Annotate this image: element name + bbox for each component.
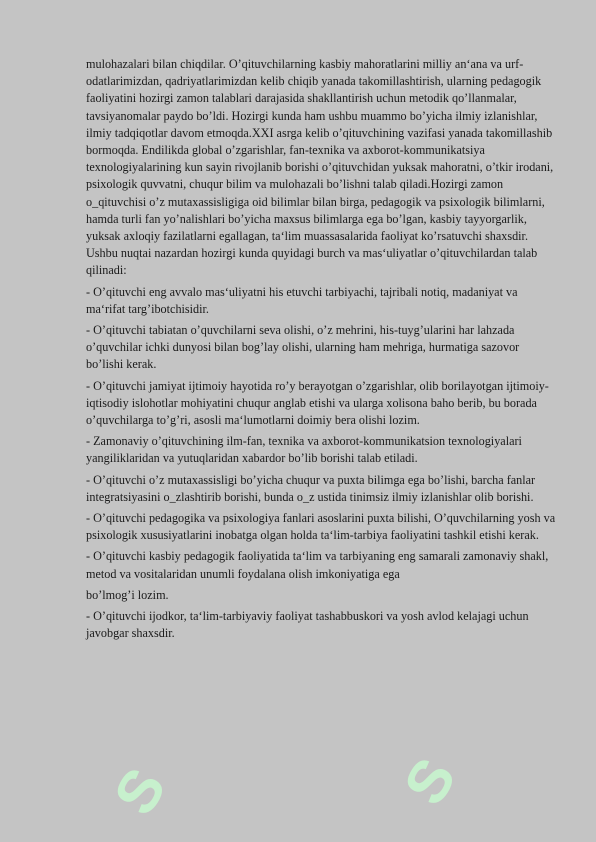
list-item: - O’qituvchi pedagogika va psixologiya fanlari asoslarini puxta bilishi, O’quvchilarning yosh va psixologik xususiyatlarini inobatga olgan holda ta‘lim-tarbiya faoliyatini tashkil etishi kerak. <box>86 511 556 543</box>
list-item: - O’qituvchi kasbiy pedagogik faoliyatida ta‘lim va tarbiyaning eng samarali zamonaviy shakl, metod va vositalaridan unumli foydalana olish imkoniyatiga ega <box>86 549 549 581</box>
list-item: - O’qituvchi o’z mutaxassisligi bo’yicha chuqur va puxta bilimga ega bo’lishi, barcha fanlar integratsiyasini o_zlashtirib borishi, bunda o_z ustida tinimsiz ilmiy izlanishlar olib borishi. <box>86 472 536 504</box>
intro-paragraph: mulohazalari bilan chiqdilar. O’qituvchilarning kasbiy mahoratlarini milliy an‘ana va urf-odatlarimizdan, qadriyatlarimizdan kelib chiqib yanada takomillashtirish, ularning pedagogik faoliyatini hozirgi zamon talablari darajasida shakllantirish uchun metodik qo’llanmalar, tavsiyanomalar paydo bo’ldi. Hozirgi kunda ham ushbu muammo bo’yicha ilmiy izlanishlar, ilmiy tadqiqotlar davom etmoqda.XXI asrga kelib o’qituvchining vazifasi yanada takomillashib bormoqda. Endilikda global o’zgarishlar, fan-texnika va axborot-kommunikatsiya texnologiyalarining kun sayin rivojlanib borishi o’qituvchidan yuksak mahoratni, o’tkir irodani, psixologik quvvatni, chuqur bilim va mulohazali bo’lishni talab qiladi.Hozirgi zamon o_qituvchisi o’z mutaxassisligiga oid bilimlar bilan birga, pedagogik va psixologik bilimlarni, hamda turli fan yo’nalishlari bo’yicha maxsus bilimlarga ega bo’lgan, kasbiy tayyorgarlik, yuksak axloqiy fazilatlarni egallagan, ta‘lim muassasalarida faoliyat ko’rsatuvchi shaxsdir. Ushbu nuqtai nazardan hozirgi kunda quyidagi burch va mas‘uliyatlar o’qituvchilardan talab qilinadi: <box>86 57 554 278</box>
list-item: - O’qituvchi ijodkor, ta‘lim-tarbiyaviy faoliyat tashabbuskori va yosh avlod kelajagi uchun javobgar shaxsdir. <box>86 609 529 641</box>
list-item: - O’qituvchi jamiyat ijtimoiy hayotida ro’y berayotgan o’zgarishlar, olib borilayotgan ijtimoiy-iqtisodiy islohotlar mohiyatini chuqur anglab etishi va ularga xolisona baho berib, bu borada o’quvchilarga to’g’ri, asosli ma‘lumotlarni doimiy bera olishi lozim. <box>86 378 549 428</box>
watermark-logo-left: S <box>100 753 182 827</box>
list-item: - Zamonaviy o’qituvchining ilm-fan, texnika va axborot-kommunikatsion texnologiyalari yangiliklaridan va yutuqlaridan xabardor bo’lib borishi talab etiladi. <box>86 434 522 466</box>
list-item-continuation: bo’lmog’i lozim. <box>86 587 169 602</box>
list-item: - O’qituvchi tabiatan o’quvchilarni seva olishi, o’z mehrini, his-tuyg’ularini har lahzada o’quvchilar ichki dunyosi bilan bog’lay olishi, ularning ham mehriga, hurmatiga sazovor bo’lishi kerak. <box>86 323 520 372</box>
body-text <box>86 56 556 643</box>
watermark-logo-right: S <box>390 743 472 817</box>
list-item: - O’qituvchi eng avvalo mas‘uliyatni his etuvchi tarbiyachi, tajribali notiq, madaniyat va ma‘rifat targ’ibotchisidir. <box>86 284 518 316</box>
